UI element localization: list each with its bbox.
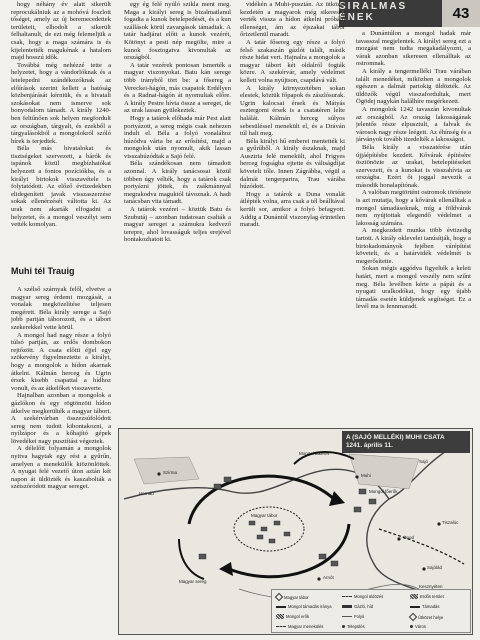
legend-item	[410, 614, 443, 620]
map-title	[342, 431, 470, 453]
map-label: Sajólád	[427, 565, 443, 570]
paragraph: Hogy a tatárok előhada már Pest alatt portyázott, a sereg mégis csak nehezen indult el. Béla a folyó vonalához húzódva várta be az erősítést, majd a mongolok után nyomult, akik lassan visszahúzódtak a Sajó felé.	[124, 114, 231, 160]
paragraph: Továbbá még nehézzé tette a helyzetet, hogy a vándorlóknak és a letelepedni szándékozóknak az előírások szerint kellett a hatóság közbenjárását kérniük, és a hivatali szokásokat nem ismerve sok bonyodalom támadt. A király 1240-ben feltűnően sok helyen megfordult az országban, tárgyalt, és ezekből a tárgyalásokból a mongolokról szóló hírek is terjedtek.	[11, 61, 111, 145]
legend-swatch	[410, 594, 418, 599]
paragraph: A megkezdett munka több évtizedig tartott. A király oklevelei tanúsítják, hogy a birtokadományok fejében várépítést követelt, és a határvidék védelmét is megerősítette.	[356, 227, 471, 265]
legend-label: Város	[415, 624, 426, 629]
legend-label: Erdős terület	[420, 594, 444, 599]
legend-swatch	[342, 616, 352, 617]
paragraph: A király a tengermelléki Trau várában talált menedéket, miközben a mongolok egészen a dalmát partokig üldözték. Az üldözők végül visszafordultak, mert Ögödej nagykán halálhíre megérkezett.	[356, 67, 471, 106]
legend-swatch	[342, 625, 345, 628]
legend-label: Mongol erők	[286, 614, 310, 619]
legend-item	[342, 614, 364, 619]
paragraph: Béla királyt hű emberei mentették ki a gyűrűből. A király északnak, majd Ausztria felé menekült, ahol Frigyes herceg fogságba ejtette és váltságdíjat követelt tőle. Innen Zágrábba, végül a dalmát tengerpartra, Trau várába húzódott.	[240, 137, 345, 191]
text-column-1	[11, 1, 111, 261]
legend-label: Folyó	[354, 614, 365, 619]
paragraph: Hajnalban azonban a mongolok a gázlókon és egy rögtönzött hídon átkelve megkerülték a magyar tábort. A szekérvárban összezsúfolódott sereg nem tudott kibontakozni, a nyílzápor és a kőhajító gépek lövedékei nagy pusztítást végeztek.	[11, 392, 111, 445]
legend-label: Mongol támadás iránya	[288, 604, 332, 609]
legend-swatch	[342, 596, 352, 597]
text-column-2	[124, 1, 231, 426]
map-label: Sajó	[419, 459, 429, 464]
paragraph: a Dunántúlon a mongol hadak már tavasszal megjelentek. A királyi sereg ezt a mozgást nem tudta megakadályozni, a várak azonban sikeresen ellenálltak az ostromnak.	[356, 30, 471, 68]
map-label: Arnót	[323, 575, 334, 580]
legend-swatch	[276, 626, 286, 627]
map-title-date: 1241. április 11.	[346, 442, 393, 449]
legend-item	[342, 604, 373, 609]
paragraph: A király környezetében sokan elestek, köztük főpapok és zászlósurak. Ugrin kalocsai érsek és Mátyás esztergomi érsek is a csatatéren lelte halálát. Kálmán herceg súlyos sebesüléssel menekült el, és a Dráván túl halt meg.	[240, 84, 345, 138]
map-label: Magyar sereg	[179, 579, 207, 584]
text-column-4	[356, 30, 471, 426]
legend-swatch	[409, 613, 417, 621]
map-title-main: A (SAJÓ MELLÉKI) MUHI CSATA	[346, 434, 445, 441]
pursuit-arrow	[379, 529, 464, 564]
paragraph: Béla más hivatalokat és tisztségeket szervezett, a bárók és ispánok közül megbízhatókat helyezett a fontos pozíciókba, és a királyi birtokok visszavétele is folytatódott. Az előző évtizedekben elidegenített javak visszaszerzése sokak ellenérzését váltotta ki. Az urak nem akarták elfogadni a helyzetet, és a mongol veszélyt sem vették komolyan.	[11, 145, 111, 229]
legend-item	[342, 624, 365, 629]
map-label: Hernád	[139, 491, 154, 496]
legend-label: Gázló, híd	[354, 604, 374, 609]
map-label: Ónod	[403, 535, 415, 540]
map-label: Mongol főerők	[369, 489, 398, 494]
legend-swatch	[410, 625, 413, 628]
legend-item	[276, 614, 309, 619]
settlement-dots	[157, 472, 443, 580]
legend-swatch	[410, 606, 420, 608]
paragraph: A valóban megtörtént ostromok története is azt mutatja, hogy a kővárak ellenálltak a mongol támadásoknak, míg a földvárak nem nyújtottak elegendő védelmet a lakosság számára.	[356, 189, 471, 227]
text-column-1-lower	[11, 286, 111, 638]
legend-item	[410, 604, 439, 609]
map-label: Magyar tábor	[251, 513, 278, 518]
paragraph: A tatárok vezérei – köztük Batu és Szubutáj – azonban tudatosan csalták a magyar sereget a számukra kedvező terepre, ahol lovasságuk teljes erejével bontakozhatott ki.	[124, 206, 231, 244]
legend-item	[410, 624, 426, 629]
paragraph: A délelőtt folyamán a mongolok nyitva hagytak egy rést a gyűrűn, amelyen a menekülők kiözönlöttek. A nyugat felé vezető úton aztán két napon át üldözték és kaszabolták a szétszóródott magyar sereget.	[11, 445, 111, 491]
legend-label: Támadás	[422, 604, 440, 609]
paragraph: A mongolok 1242 tavaszán kivonultak az országból. Az ország lakosságának jelentős része elpusztult, a falvak és városok nagy része leégett. Az éhínség és a járványok tovább tizedelték a lakosságot.	[356, 105, 471, 144]
legend-swatch	[342, 605, 352, 608]
legend-swatch	[276, 614, 284, 619]
paragraph: egy ég felé nyúló szikla ment meg. Maga a királyi sereg is bizalmatlanul fogadta a kunok betelepedését, és a kun szállások körül zavargások támadtak. A tatár hadjárat előtt a kunok vezérét, Kötönyt a pesti nép megölte, mire a kunok fosztogatva kivonultak az országból.	[124, 1, 231, 62]
legend-label: Magyar tábor	[284, 594, 309, 600]
legend-label: Magyar menekülés	[288, 624, 324, 629]
legend-item	[410, 594, 444, 599]
map-label: Mongol átkelés	[299, 451, 330, 456]
legend-label: Mongol üldözés	[354, 594, 384, 599]
paragraph: A szélső szárnyak felől, elvetve a magyar sereg érdemi mozgását, a vonalak megközelítése teljesen megérett. Béla király serege a Sajó jobb partján táborozott, és a tábort szekerekkel vette körül.	[11, 286, 111, 331]
legend-label: Ütközet helye	[418, 614, 444, 620]
legend-item	[276, 604, 332, 609]
text-column-3	[240, 1, 345, 426]
arrow-head	[219, 562, 233, 576]
subheading: Muhi tél Trauig	[11, 266, 75, 276]
map-legend	[271, 589, 471, 633]
legend-item	[342, 594, 383, 599]
paragraph: hogy néhány év alatt sikerült reprocukálniuk az a mohóvá foszlott tőséget, amely az új beremecedettek területeit, elhodolt a sikerült felhaltanult, de ezt még felemeljük a csak, hogy a maga számára is és kijelentették magukénak a hatalom majd hosszú idők.	[11, 1, 111, 62]
running-header	[339, 0, 480, 27]
legend-item	[276, 594, 309, 600]
paragraph: Sokan mégis aggódva figyelték a keleti határt, mert a mongol veszély nem szűnt meg. Béla levélben kérte a pápát és a nyugati uralkodókat, hogy egy újabb támadás esetén küldjenek segítséget. Ez a levél ma is fennmaradt.	[356, 265, 471, 311]
paragraph: Béla király a visszatérése után újjáépítésbe kezdett. Kővárak építésére ösztönözte az urakat, betelepítéseket szervezett, és a kunokat is visszahívta az országba. Ezért őt joggal nevezik a második honalapítónak.	[356, 143, 471, 189]
paragraph: A tatár fősereg egy része a folyó felső szakaszán gázlót talált, másik része hidat vert. Hajnalra a mongolok a magyar tábort két oldalról fogták közre. A szekérvár, amely védelmet kellett volna nyújtson, csapdává vált.	[240, 38, 345, 84]
paragraph: Béla szándékosan nem támadott azonnal. A király tanácsosai közül többen úgy vélték, hogy a tatárok csak portyázni jöttek, és zsákmánnyal megrakodva maguktól távoznak. A hadi tanácsban vita támadt.	[124, 160, 231, 206]
legend-item	[276, 624, 323, 629]
legend-swatch	[276, 606, 286, 608]
forest-area	[349, 454, 419, 489]
paragraph: vidékén a Muhi-pusztán. Az ütközet kezdetén a magyarok még sikeresen verték vissza a hídon átkelni próbáló ellenséget, ám az éjszakai tábor őrizetlenül maradt.	[240, 1, 345, 39]
legend-swatch	[275, 593, 283, 601]
map-label: Tiszalúc	[442, 520, 459, 525]
map-label: Szirma	[163, 470, 178, 475]
paragraph: A mongol had nagy része a folyó túlsó partján, az erdős dombokon rejtőzött. A csata előtti éjjel egy szökevény figyelmeztette a királyt, hogy a mongolok a hídon akarnak átkelni. Kálmán herceg és Ugrin érsek kisebb csapattal a hídhoz vonult, és az átkelőket visszaverte.	[11, 331, 111, 392]
page-number: 43	[442, 0, 480, 27]
map-label: Kesznyéten	[419, 584, 443, 589]
battle-map	[118, 428, 473, 635]
section-title: SIRALMAS ÉNEK	[339, 0, 442, 27]
map-label: Muhi	[361, 473, 371, 478]
paragraph: A tatár vezérek pontosan ismerték a magyar viszonyokat. Batu kán serege több irányból tört be: a fősereg a Vereckei-hágón, más csapatok Erdélyen és a Radnai-hágón át nyomultak előre. A király Pestre hívta össze a sereget, de az urak lassan gyülekeztek.	[124, 61, 231, 115]
paragraph: Hogy a tatárok a Duna vonalát átlépték volna, arra csak a tél beálltával került sor, amikor a folyó befagyott. Addig a Dunántúl viszonylag érintetlen maradt.	[240, 190, 345, 229]
legend-label: Település	[347, 624, 365, 629]
